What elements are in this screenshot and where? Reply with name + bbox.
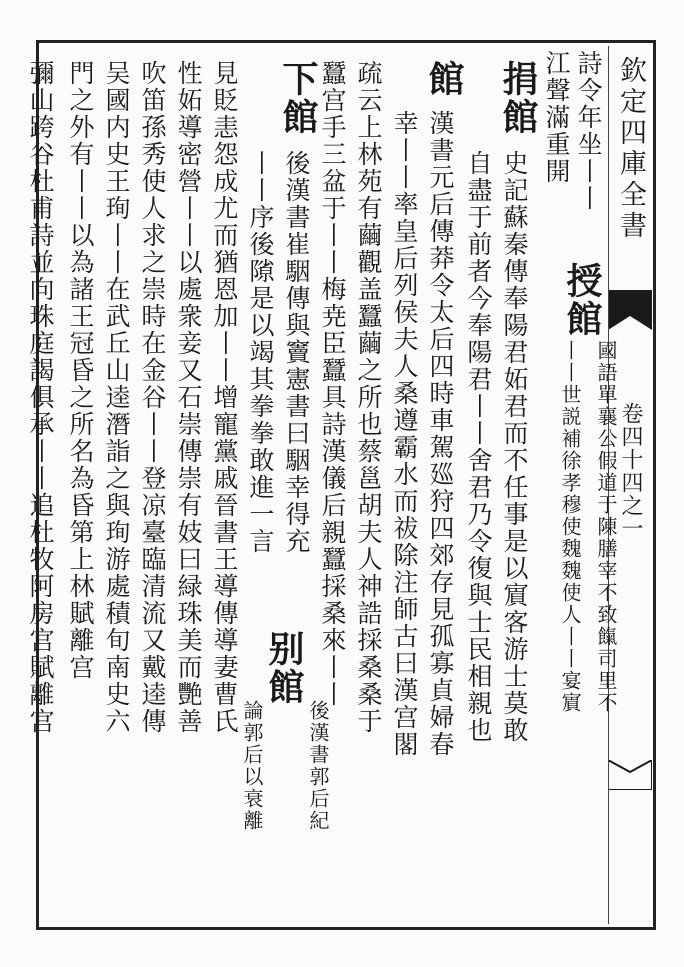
volume-label: 卷四十四之一	[618, 402, 643, 540]
note-column: 國語單襄公假道于陳膳宰不致餼司里不	[594, 340, 618, 714]
text-column: 史記蘇秦傳奉陽君妬君而不任事是以賔客游士莫敢	[500, 150, 529, 744]
fishtail-ornament-top	[608, 290, 652, 330]
note-column: 丨丨世説補徐孝穆使魏魏使人丨丨宴賔	[558, 340, 582, 714]
text-column: 自盡于前者今奉陽君丨丨舍君乃令復與士民相親也	[464, 150, 493, 744]
text-column: 性妬導密營丨丨以處衆妾又石崇傳崇有妓曰緑珠美而艷善	[174, 60, 203, 735]
text-column: 幸丨丨率皇后列侯夫人桑遵霸水而祓除注師古曰漢宫閣	[390, 110, 419, 758]
text-column: 吹笛孫秀使人求之崇時在金谷丨丨登凉臺臨清流又戴逵傳	[138, 60, 167, 735]
heading-juan-guan: 捐館	[497, 60, 539, 136]
text-column: 彌山跨谷杜甫詩並向珠庭謁俱承丨丨追杜牧阿房宫賦離宫	[26, 60, 55, 735]
text-column: 後漢書崔駰傳與竇憲書曰駰幸得充	[282, 150, 311, 555]
heading-guan: 館	[423, 60, 465, 98]
heading-xia-guan: 下館	[277, 60, 319, 136]
text-column: 疏云上林苑有繭觀盖蠶繭之所也蔡邕胡夫人神誥採桑桑于	[354, 60, 383, 735]
series-title: 欽定四庫全書	[608, 46, 652, 308]
text-column: 江聲滿重開	[542, 50, 571, 185]
text-column: 見貶恚怨成尤而猶恩加丨丨增寵黨戚晉書王導傳導妻曹氏	[210, 60, 239, 735]
heading-shou-guan: 授館	[561, 262, 603, 338]
text-column: 吴國内史王珣丨丨在武丘山逵潛詣之與珣游處積旬南史六	[102, 60, 131, 735]
text-column: 漢書元后傳莽令太后四時車駕廵狩四郊存見孤寡貞婦春	[426, 110, 455, 758]
text-column: 詩令年坐丨丨	[574, 50, 603, 212]
text-column: 論郭后以衰離	[240, 700, 264, 832]
text-column: 丨丨序後𨻶是以竭其拳拳敢進一言	[246, 150, 275, 555]
text-column: 蠶宫手三盆于丨丨梅尭臣蠶具詩漢儀后親蠶採桑來丨丨	[318, 60, 347, 708]
heading-bie-guan: 别館	[263, 630, 305, 706]
text-column: 門之外有丨丨以為諸王冠昏之所名為昏第上林賦離宫	[66, 60, 95, 681]
note-column: 後漢書郭后紀	[306, 700, 330, 832]
